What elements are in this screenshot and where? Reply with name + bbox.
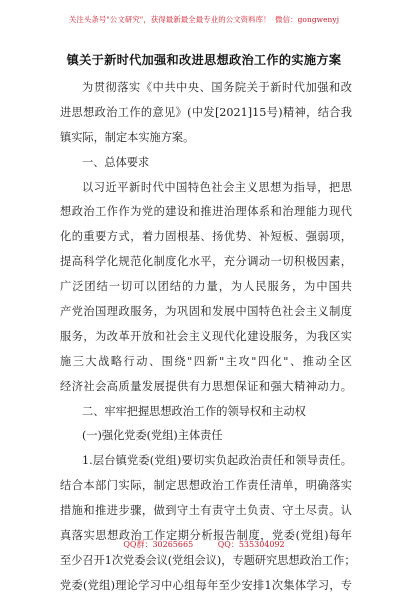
body-line: 进思想政治工作的意见》(中发[2021]15号)精神，结合我 [60,105,352,119]
body-line: 为贯彻落实《中共中央、国务院关于新时代加强和改 [82,81,352,94]
document-body [60,76,356,599]
header-banner-text: 关注头条号"公文研究"，获得最新最全最专业的公文资料库！ [68,15,271,24]
body-line: 服务，为改革开放和社会主义现代化建设服务，为我区实 [60,329,352,343]
body-line: 施三大战略行动、围绕"四新"主攻"四化"、推动全区 [60,354,352,368]
body-line: 广泛团结一切可以团结的力量，为人民服务，为中国共 [60,280,352,294]
footer-qq-number: QQ：535304092 [217,540,285,549]
body-line: 提高科学化规范化制度化水平，充分调动一切积极因素， [60,255,352,269]
footer-qq-group: QQ群：30265665 [123,540,194,549]
body-line: 以习近平新时代中国特色社会主义思想为指导，把思 [82,180,352,194]
document-title: 镇关于新时代加强和改进思想政治工作的实施方案 [66,53,342,67]
body-line: 产党治国理政服务，为巩固和发展中国特色社会主义制度 [60,305,352,319]
body-line: 措施和推进步骤，做到守土有责守土负责、守土尽责。认 [60,504,352,518]
body-line: 化的重要方式，着力固根基、扬优势、补短板、强弱项， [60,230,352,244]
body-line: 至少召开1次党委会议(党组会议)，专题研究思想政治工作； [60,553,356,567]
body-line: 二、牢牢把握思想政治工作的领导权和主动权 [82,404,306,418]
footer-contacts [0,539,408,550]
body-line: 党委(党组)理论学习中心组每年至少安排1次集体学习，专 [60,578,352,592]
body-line: 经济社会高质量发展提供有力思想保证和强大精神动力。 [60,379,352,393]
body-line: 1.层台镇党委(党组)要切实负起政治责任和领导责任。 [82,454,352,468]
header-wechat-contact: 微信：gongwenyj [275,15,340,24]
body-line: 镇实际，制定本实施方案。 [60,130,195,144]
body-line: 想政治工作作为党的建设和推进治理体系和治理能力现代 [60,205,352,219]
body-line: 真落实思想政治工作定期分析报告制度，党委(党组)每年 [60,529,352,543]
body-line: 结合本部门实际，制定思想政治工作责任清单，明确落实 [60,479,352,493]
body-line: (一)强化党委(党组)主体责任 [82,429,223,443]
body-line: 一、总体要求 [82,155,150,169]
header-banner [0,14,408,25]
